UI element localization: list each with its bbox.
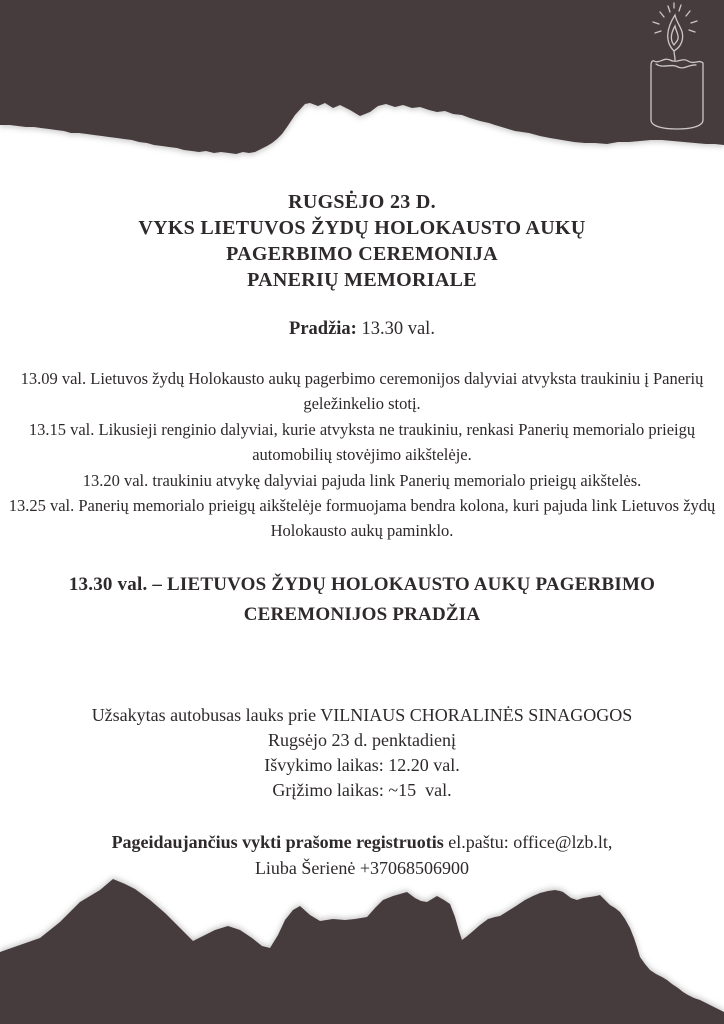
event-title-line-2: VYKS LIETUVOS ŽYDŲ HOLOKAUSTO AUKŲ <box>138 217 586 239</box>
registration-line <box>0 829 724 855</box>
event-title-line-4: PANERIŲ MEMORIALE <box>247 269 477 291</box>
registration-call-to-action: Pageidaujančius vykti prašome registruotis <box>111 832 444 852</box>
torn-paper-bottom <box>0 860 724 1024</box>
schedule-item: 13.20 val. traukiniu atvykę dalyviai pajuda link Panerių memorialo prieigų aikštelės. <box>82 470 642 490</box>
schedule-item: 13.25 val. Panerių memorialo prieigų aikštelėje formuojama bendra kolona, kuri pajuda link Lietuvos žydų Holokausto aukų paminklo. <box>8 496 716 541</box>
bus-info-line-4: Grįžimo laikas: ~15 val. <box>272 780 452 800</box>
event-title-line-3: PAGERBIMO CEREMONIJA <box>226 243 498 265</box>
start-time-label: Pradžia: <box>289 319 357 339</box>
bus-info-line-2: Rugsėjo 23 d. penktadienį <box>268 730 456 750</box>
registration-contact: Liuba Šerienė +37068506900 <box>254 858 470 878</box>
schedule-item: 13.15 val. Likusieji renginio dalyviai, kurie atvyksta ne traukiniu, renkasi Panerių memorialo prieigų automobilių stovėjimo aikštelėje. <box>28 419 696 465</box>
schedule-item: 13.09 val. Lietuvos žydų Holokausto aukų pagerbimo ceremonijos dalyviai atvyksta traukiniu į Panerių geležinkelio stotį. <box>20 369 704 414</box>
ceremony-start-heading: 13.30 val. – LIETUVOS ŽYDŲ HOLOKAUSTO AUKŲ PAGERBIMO CEREMONIJOS PRADŽIA <box>68 574 656 625</box>
candle-icon <box>616 2 716 136</box>
bus-info <box>0 703 724 803</box>
bus-info-line-3: Išvykimo laikas: 12.20 val. <box>264 755 460 775</box>
bus-info-line-1: Užsakytas autobusas lauks prie VILNIAUS CHORALINĖS SINAGOGOS <box>91 705 633 725</box>
start-time-line <box>0 317 724 341</box>
schedule <box>0 366 724 544</box>
event-title <box>0 189 724 293</box>
registration-email: el.paštu: office@lzb.lt, <box>443 832 613 852</box>
event-title-line-1: RUGSĖJO 23 D. <box>288 191 436 213</box>
start-time-value: 13.30 val. <box>356 319 435 339</box>
